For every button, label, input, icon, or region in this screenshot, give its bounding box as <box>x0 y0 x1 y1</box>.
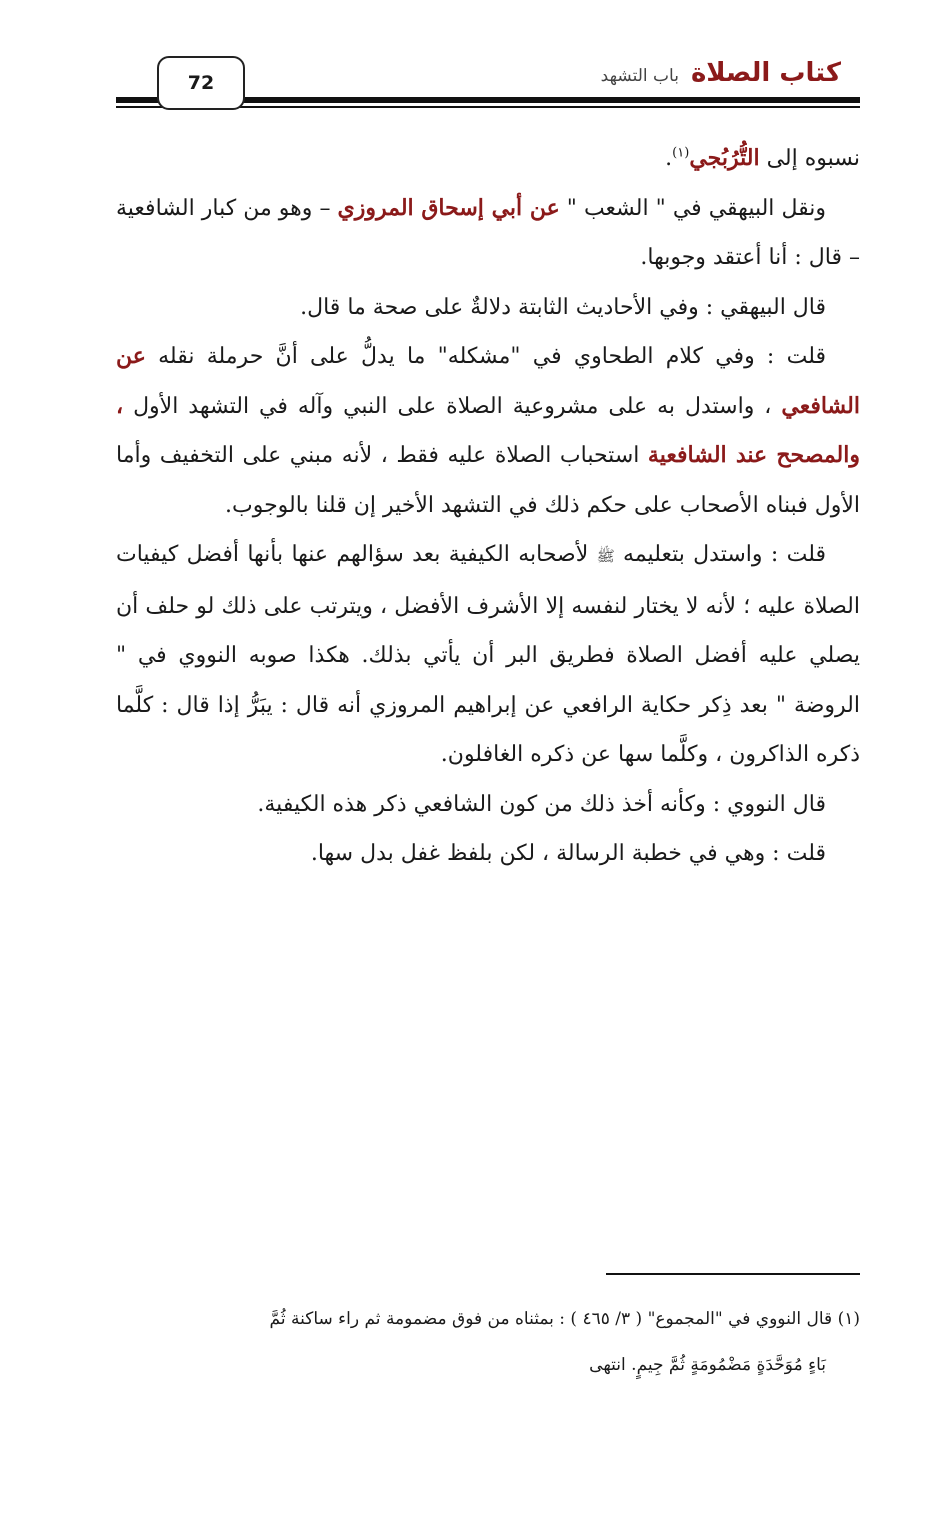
paragraph-5 <box>116 530 860 780</box>
highlighted-term: ، والمصحح عند الشافعية <box>116 392 860 468</box>
page-header <box>0 0 945 120</box>
highlighted-term: عن الشافعي <box>116 343 860 419</box>
paragraph-7: قلت : وهي في خطبة الرسالة ، لكن بلفظ غفل بدل سها. <box>310 841 826 866</box>
text-run: ، واستدل به على مشروعية الصلاة على النبي وآله في التشهد الأول <box>123 393 782 419</box>
text-run: لأصحابه الكيفية بعد سؤالهم عنها بأنها أفضل كيفيات الصلاة عليه ؛ لأنه لا يختار لنفسه إلا الأشرف الأفضل ، ويترتب على ذلك لو حلف أن يصلي عليه أفضل الصلاة فطريق البر أن يأتي بذلك. هكذا صوبه النووي في " الروضة " بعد ذِكر حكاية الرافعي عن إبراهيم المروزي أنه قال : يبَرُّ إذا قال : كلَّما ذكره الذاكرون ، وكلَّما سها عن ذكره الغافلون. <box>116 542 860 767</box>
footnote-separator <box>606 1273 860 1275</box>
text-run: – وهو من كبار الشافعية – قال : أنا أعتقد وجوبها. <box>116 195 860 270</box>
book-title: كتاب الصلاة <box>690 58 841 88</box>
text-run: ونقل البيهقي في " الشعب " <box>559 195 826 221</box>
chapter-title: باب التشهد <box>600 66 679 86</box>
page-number: 72 <box>157 56 245 110</box>
text-run: قلت : وفي كلام الطحاوي في "مشكله" ما يدلُّ على أنَّ حرملة نقله <box>145 344 826 369</box>
text-run: استحباب الصلاة عليه فقط ، لأنه مبني على التخفيف وأما الأول فبناه الأصحاب على حكم ذلك في التشهد الأخير إن قلنا بالوجوب. <box>116 443 860 518</box>
text-run: قلت : واستدل بتعليمه <box>614 542 826 567</box>
paragraph-6: قال النووي : وكأنه أخذ ذلك من كون الشافعي ذكر هذه الكيفية. <box>257 791 826 817</box>
main-text <box>116 134 860 879</box>
salawat-glyph: ﷺ <box>596 547 615 565</box>
paragraph-1 <box>116 134 860 184</box>
paragraph-2 <box>116 184 860 283</box>
text-run: . <box>665 146 673 171</box>
footnote <box>116 1296 860 1388</box>
running-head <box>601 58 841 88</box>
highlighted-term: عن أبي إسحاق المروزي <box>337 194 560 221</box>
footnote-line-1: (١) قال النووي في "المجموع" ( ٣/ ٤٦٥ ) : بمثناه من فوق مضمومة ثم راء ساكنة ثُمَّ <box>269 1309 860 1329</box>
paragraph-3: قال البيهقي : وفي الأحاديث الثابتة دلالةٌ على صحة ما قال. <box>300 294 826 320</box>
footnote-ref[interactable]: (١) <box>672 145 690 161</box>
footnote-line-2: بَاءٍ مُوَحَّدَةٍ مَضْمُومَةٍ ثُمَّ جِيمٍ. انتهى <box>589 1355 826 1375</box>
text-run: نسبوه إلى <box>759 146 860 171</box>
highlighted-term: التُّرُبُجي <box>689 145 760 171</box>
paragraph-4 <box>116 332 860 530</box>
